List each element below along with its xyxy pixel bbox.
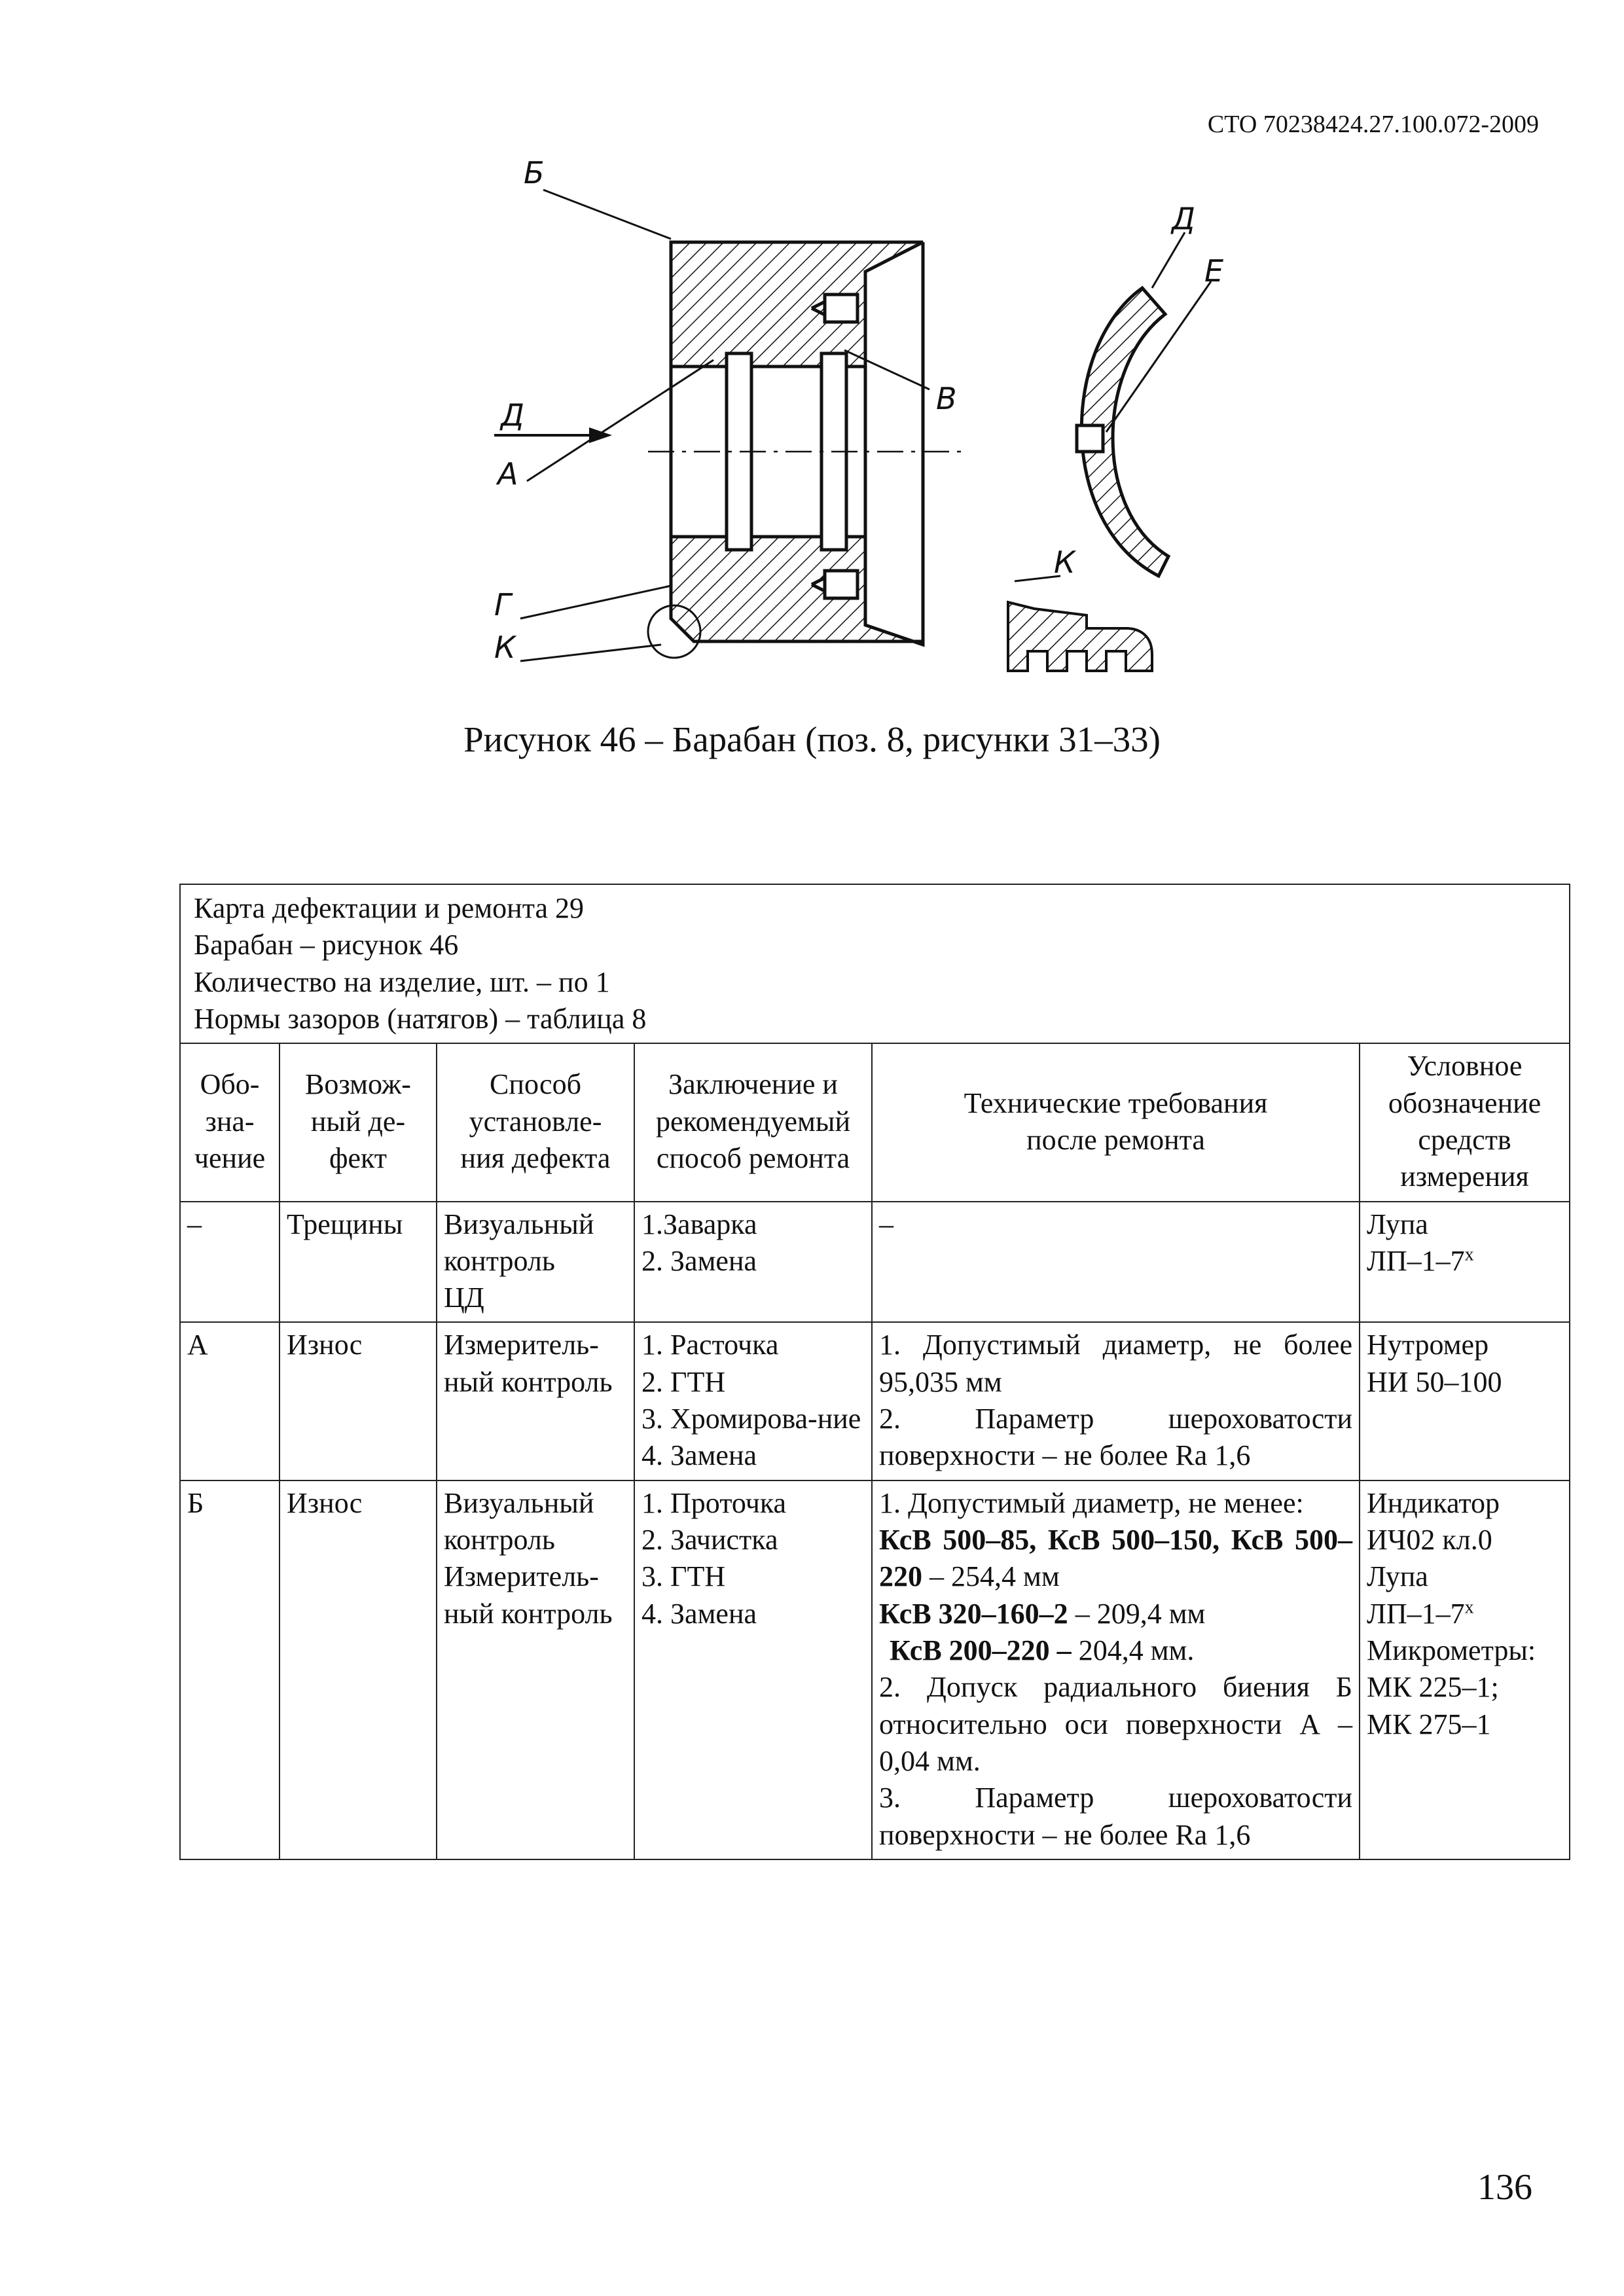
label-v: В [936, 381, 957, 416]
drum-drawing [458, 157, 1270, 687]
cell-defect: Износ [280, 1322, 437, 1480]
label-k: К [494, 630, 516, 665]
label-e: Е [1204, 253, 1224, 289]
cell-requirements: 1. Допустимый диаметр, не более 95,035 мм 2. Параметр шероховатости поверхности – не более Ra 1,6 [872, 1322, 1360, 1480]
label-b: Б [524, 157, 545, 190]
col-header-conclusion: Заключение и рекомендуемый способ ремонта [634, 1043, 872, 1201]
cell-conclusion: 1.Заварка 2. Замена [634, 1202, 872, 1323]
cell-designation: А [180, 1322, 280, 1480]
table-header-row [180, 1043, 1570, 1201]
cell-defect: Трещины [280, 1202, 437, 1323]
cell-designation: – [180, 1202, 280, 1323]
section-k-detail [1008, 576, 1152, 671]
label-a: А [497, 456, 518, 492]
cell-method: Измеритель-ный контроль [437, 1322, 634, 1480]
drum-section-view [494, 190, 969, 661]
cell-method: Визуальный контроль ЦД [437, 1202, 634, 1323]
figure-caption: Рисунок 46 – Барабан (поз. 8, рисунки 31–33) [463, 719, 1161, 759]
card-quantity: Количество на изделие, шт. – по 1 [194, 965, 610, 998]
cell-instruments: Лупа ЛП–1–7$^x$ [1360, 1202, 1570, 1323]
label-d-arrow: Д [501, 397, 524, 433]
cell-conclusion: 1. Проточка 2. Зачистка 3. ГТН 4. Замена [634, 1480, 872, 1859]
cell-defect: Износ [280, 1480, 437, 1859]
col-header-defect: Возмож- ный де- фект [280, 1043, 437, 1201]
drum-front-view [1077, 232, 1211, 576]
defect-card-table [179, 884, 1570, 1860]
label-d-top: Д [1172, 201, 1195, 236]
col-header-designation: Обо- зна- чение [180, 1043, 280, 1201]
document-code: СТО 70238424.27.100.072-2009 [1207, 111, 1539, 138]
card-title: Карта дефектации и ремонта 29 [194, 892, 584, 924]
col-header-method: Способ установле- ния дефекта [437, 1043, 634, 1201]
page-number: 136 [1477, 2167, 1532, 2208]
card-norms: Нормы зазоров (натягов) – таблица 8 [194, 1002, 647, 1035]
cell-instruments: Индикатор ИЧ02 кл.0 Лупа ЛП–1–7$^x$ Микрометры: МК 225–1; МК 275–1 [1360, 1480, 1570, 1859]
table-row [180, 1202, 1570, 1323]
cell-designation: Б [180, 1480, 280, 1859]
cell-requirements: – [872, 1202, 1360, 1323]
cell-instruments: Нутромер НИ 50–100 [1360, 1322, 1570, 1480]
table-row [180, 1322, 1570, 1480]
card-intro-row [180, 884, 1570, 1043]
label-g: Г [494, 587, 511, 622]
col-header-instruments: Условное обозначение средств измерения [1360, 1043, 1570, 1201]
card-part: Барабан – рисунок 46 [194, 929, 459, 961]
col-header-requirements: Технические требования после ремонта [872, 1043, 1360, 1201]
label-k-detail: К [1054, 545, 1075, 580]
table-row [180, 1480, 1570, 1859]
cell-method: Визуальный контроль Измеритель-ный контроль [437, 1480, 634, 1859]
cell-requirements: 1. Допустимый диаметр, не менее: КсВ 500–85, КсВ 500–150, КсВ 500– 220 – 254,4 мм КсВ 320–160–2 – 209,4 мм КсВ 200–220 – 204,4 мм. 2. Допуск радиального биения Б относительно оси поверхности А – 0,04 мм. 3. Параметр шероховатости поверхности – не более Ra 1,6 [872, 1480, 1360, 1859]
cell-conclusion: 1. Расточка 2. ГТН 3. Хромирова-ние 4. Замена [634, 1322, 872, 1480]
